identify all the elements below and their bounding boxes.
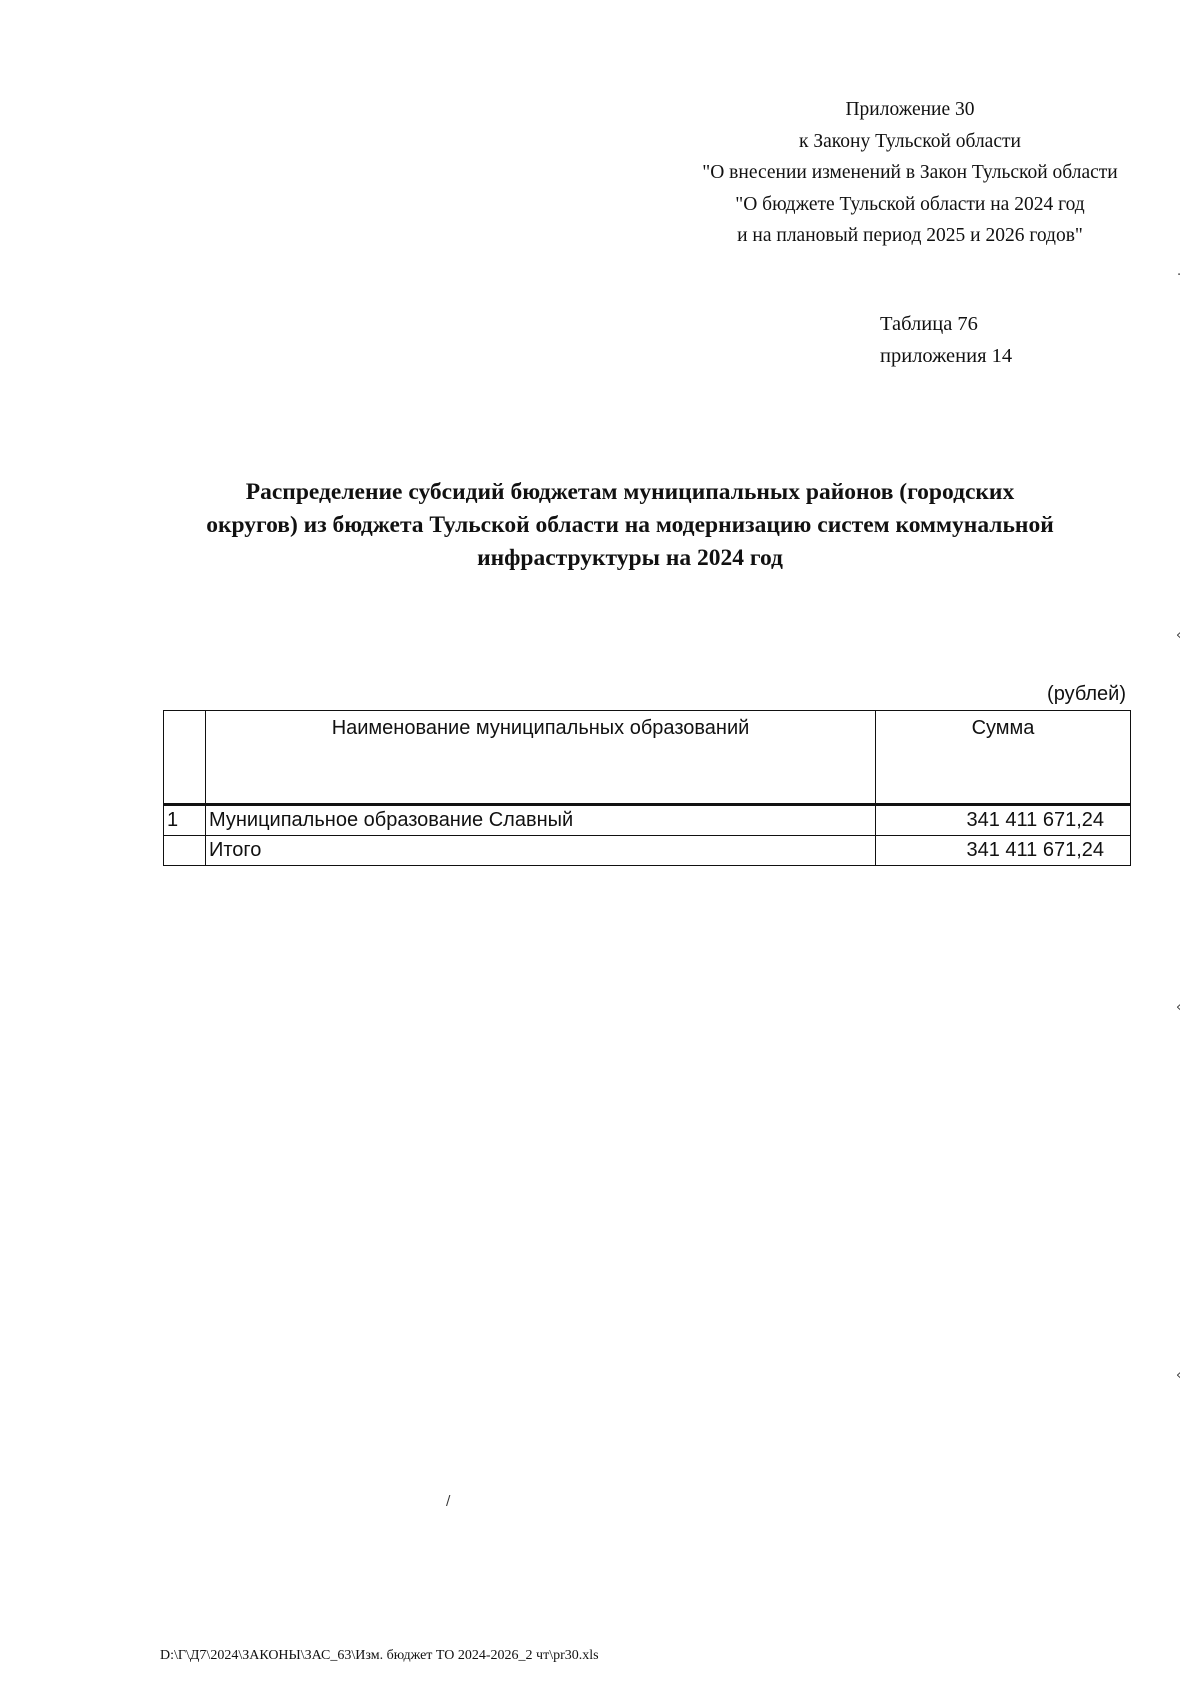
title-line: Распределение субсидий бюджетам муниципальных районов (городских — [245, 479, 1015, 505]
row-sum: 341 411 671,24 — [876, 836, 1131, 866]
table-row-total — [164, 836, 1131, 866]
document-title — [150, 476, 1110, 575]
appendix-line: "О внесении изменений в Закон Тульской области — [702, 162, 1118, 183]
header-number — [164, 711, 206, 805]
file-path-footer: D:\Г\Д7\2024\ЗАКОНЫ\ЗАС_63\Изм. бюджет ТО 2024-2026_2 чт\pr30.xls — [160, 1648, 599, 1663]
table-reference-line: приложения 14 — [880, 345, 1013, 367]
row-number: 1 — [164, 805, 206, 836]
title-line: округов) из бюджета Тульской области на модернизацию систем коммунальной — [206, 512, 1054, 538]
table-header-row — [164, 711, 1131, 805]
appendix-line: и на плановый период 2025 и 2026 годов" — [737, 225, 1083, 246]
row-name: Итого — [206, 836, 876, 866]
appendix-line: "О бюджете Тульской области на 2024 год — [735, 193, 1085, 215]
scan-artifact-mark: ‹ — [1176, 1368, 1182, 1383]
header-name: Наименование муниципальных образований — [206, 711, 876, 805]
appendix-reference — [660, 94, 1160, 252]
appendix-line: Приложение 30 — [845, 99, 975, 120]
header-sum: Сумма — [876, 711, 1131, 805]
row-number — [164, 836, 206, 866]
scan-artifact-mark: / — [446, 1494, 451, 1509]
row-name: Муниципальное образование Славный — [206, 805, 876, 836]
scan-artifact-mark: · — [1177, 268, 1182, 283]
table-reference-line: Таблица 76 — [880, 313, 978, 335]
scan-artifact-mark: ‹ — [1176, 1000, 1182, 1015]
table-row — [164, 805, 1131, 836]
table-reference — [880, 308, 1012, 372]
scan-artifact-mark: ‹ — [1176, 628, 1182, 643]
subsidy-table — [163, 710, 1131, 866]
title-line: инфраструктуры на 2024 год — [477, 545, 783, 571]
units-label: (рублей) — [1047, 683, 1126, 705]
row-sum: 341 411 671,24 — [876, 805, 1131, 836]
appendix-line: к Закону Тульской области — [799, 130, 1021, 152]
